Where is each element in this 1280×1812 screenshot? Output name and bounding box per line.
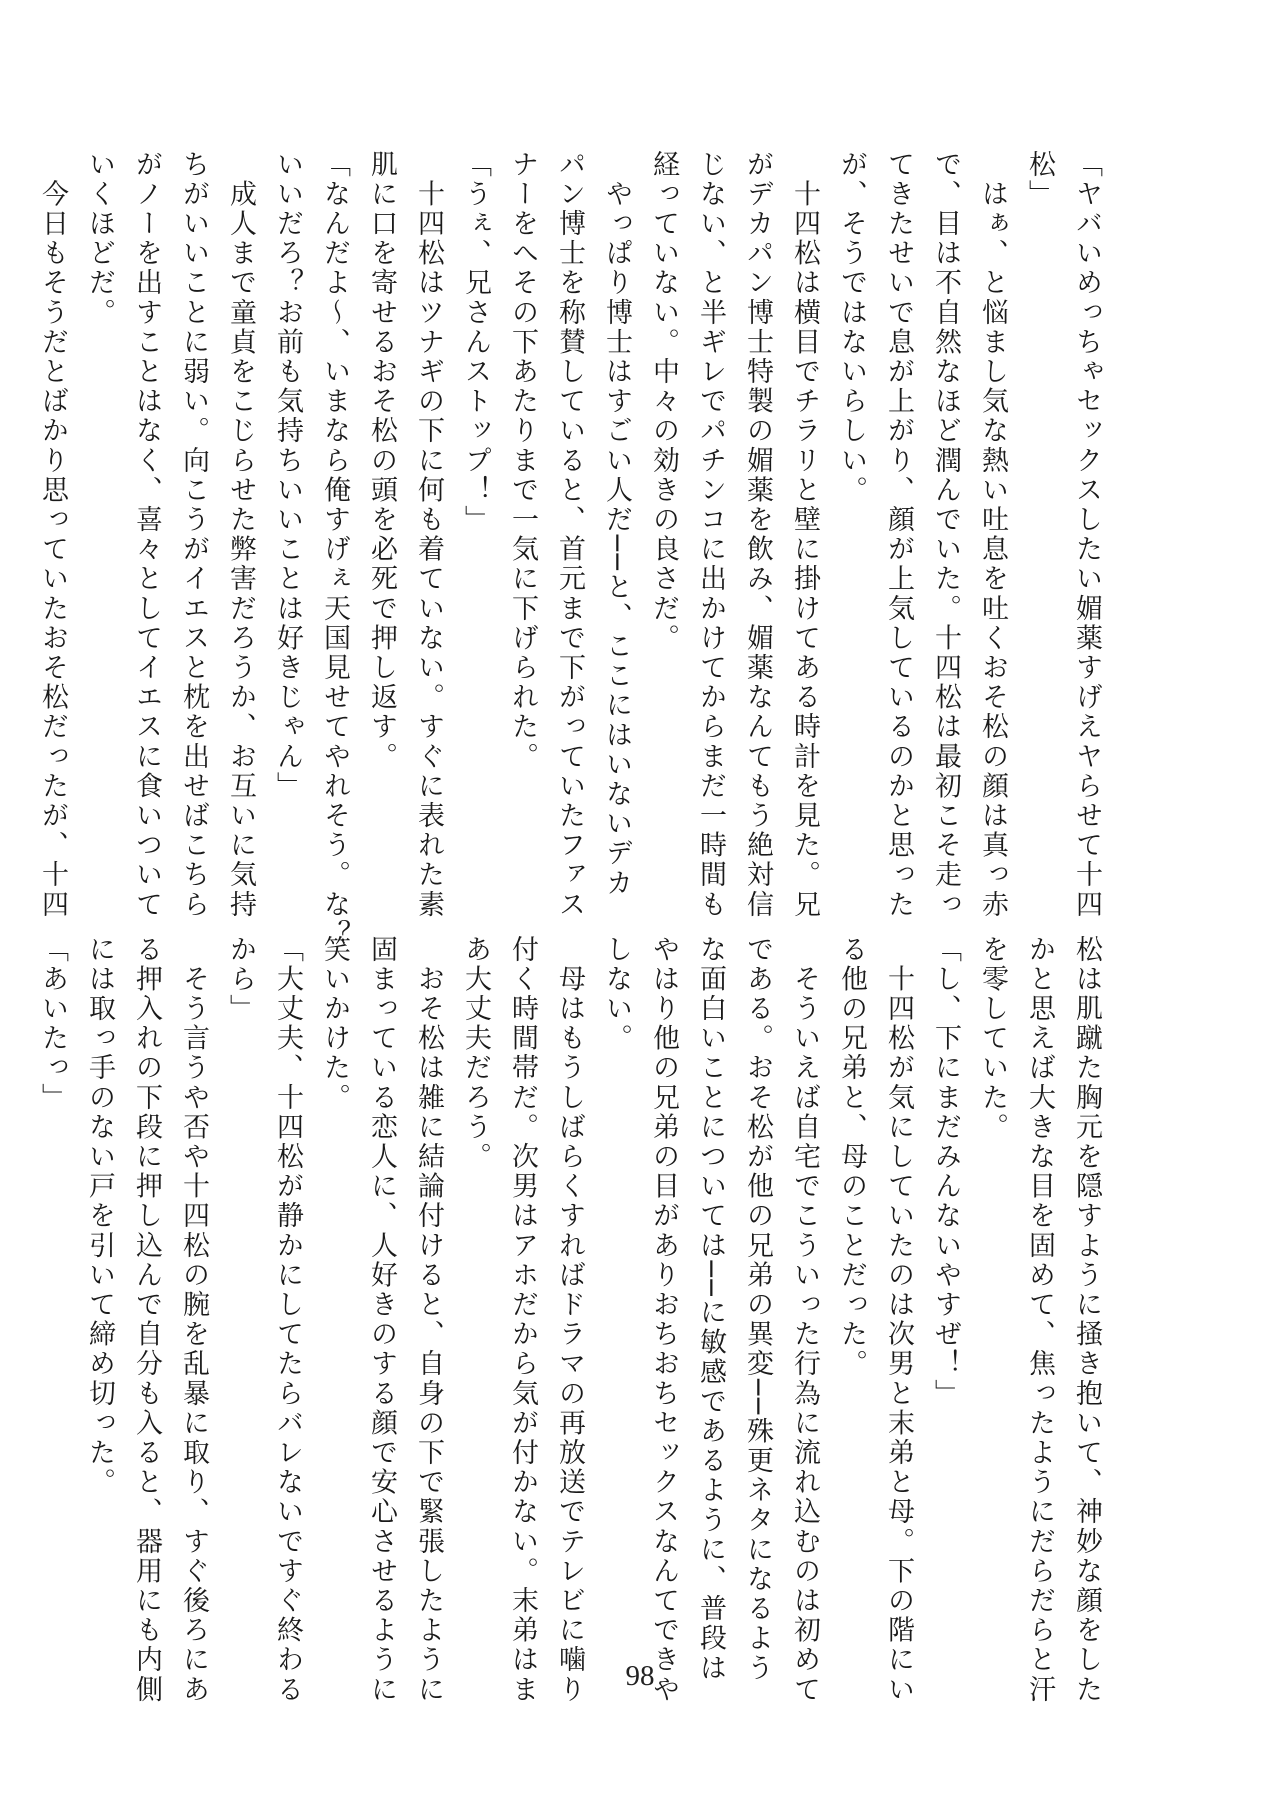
text-line: がノーを出すことはなく、喜々としてイエスに食いついて <box>131 150 162 920</box>
text-line: そう言うや否や十四松の腕を乱暴に取り、すぐ後ろにあ <box>178 935 209 1705</box>
text-line: 十四松が気にしていたのは次男と末弟と母。下の階にい <box>883 935 914 1705</box>
text-line: る押入れの下段に押し込んで自分も入ると、器用にも内側 <box>131 935 162 1705</box>
text-line: そういえば自宅でこういった行為に流れ込むのは初めて <box>789 935 820 1705</box>
text-line: 笑いかけた。 <box>319 935 350 1113</box>
text-line: はぁ、と悩まし気な熱い吐息を吐くおそ松の顔は真っ赤 <box>977 150 1008 920</box>
text-line: あ大丈夫だろう。 <box>460 935 491 1172</box>
text-line: ナーをへその下あたりまで一気に下げられた。 <box>507 150 538 772</box>
text-line: やはり他の兄弟の目がありおちおちセックスなんてできや <box>648 935 679 1705</box>
text-line: がデカパン博士特製の媚薬を飲み、媚薬なんてもう絶対信 <box>742 150 773 920</box>
text-line: から」 <box>225 935 256 1024</box>
text-line: 十四松は横目でチラリと壁に掛けてある時計を見た。兄 <box>789 150 820 920</box>
text-line: 成人まで童貞をこじらせた弊害だろうか、お互いに気持 <box>225 150 256 920</box>
text-line: 今日もそうだとばかり思っていたおそ松だったが、十四 <box>37 150 68 920</box>
text-line: いいだろ？お前も気持ちいいことは好きじゃん」 <box>272 150 303 802</box>
text-line: 固まっている恋人に、人好きのする顔で安心させるように <box>366 935 397 1705</box>
text-line: である。おそ松が他の兄弟の異変──殊更ネタになるよう <box>742 935 773 1684</box>
text-line: な面白いことについては──に敏感であるように、普段は <box>695 935 726 1684</box>
text-line: 母はもうしばらくすればドラマの再放送でテレビに噛り <box>554 935 585 1705</box>
text-line: じない、と半ギレでパチンコに出かけてからまだ一時間も <box>695 150 726 920</box>
text-line: を零していた。 <box>977 935 1008 1143</box>
text-line: 松」 <box>1024 150 1055 210</box>
text-line: 経っていない。中々の効きの良さだ。 <box>648 150 679 654</box>
text-line: る他の兄弟と、母のことだった。 <box>836 935 867 1379</box>
text-line: かと思えば大きな目を固めて、焦ったようにだらだらと汗 <box>1024 935 1055 1705</box>
text-line: が、そうではないらしい。 <box>836 150 867 506</box>
text-line: いくほどだ。 <box>84 150 115 328</box>
text-line: やっぱり博士はすごい人だ──と、ここにはいないデカ <box>601 150 632 899</box>
text-line: で、目は不自然なほど潤んでいた。十四松は最初こそ走っ <box>930 150 961 920</box>
text-line: 「あいたっ」 <box>37 935 68 1113</box>
text-line: には取っ手のない戸を引いて締め切った。 <box>84 935 115 1498</box>
page-number: 98 <box>625 1660 655 1692</box>
text-line: しない。 <box>601 935 632 1054</box>
text-line: 「なんだよ〜、いまなら俺すげぇ天国見せてやれそう。な？ <box>319 150 350 950</box>
text-line: 「ヤバいめっちゃセックスしたい媚薬すげえヤらせて十四 <box>1071 150 1102 920</box>
text-line: てきたせいで息が上がり、顔が上気しているのかと思った <box>883 150 914 920</box>
text-line: おそ松は雑に結論付けると、自身の下で緊張したように <box>413 935 444 1705</box>
text-line: 「し、下にまだみんないやすぜ！」 <box>930 935 961 1409</box>
lower-text-block <box>37 935 1110 1705</box>
text-line: 肌に口を寄せるおそ松の頭を必死で押し返す。 <box>366 150 397 772</box>
upper-text-block <box>37 150 1110 950</box>
text-line: パン博士を称賛していると、首元まで下がっていたファス <box>554 150 585 920</box>
text-line: ちがいいことに弱い。向こうがイエスと枕を出せばこちら <box>178 150 209 920</box>
text-line: 「うぇ、兄さんストップ！」 <box>460 150 491 535</box>
text-line: 「大丈夫、十四松が静かにしてたらバレないですぐ終わる <box>272 935 303 1705</box>
text-line: 松は肌蹴た胸元を隠すように掻き抱いて、神妙な顔をした <box>1071 935 1102 1705</box>
text-line: 十四松はツナギの下に何も着ていない。すぐに表れた素 <box>413 150 444 920</box>
text-line: 付く時間帯だ。次男はアホだから気が付かない。末弟はま <box>507 935 538 1705</box>
